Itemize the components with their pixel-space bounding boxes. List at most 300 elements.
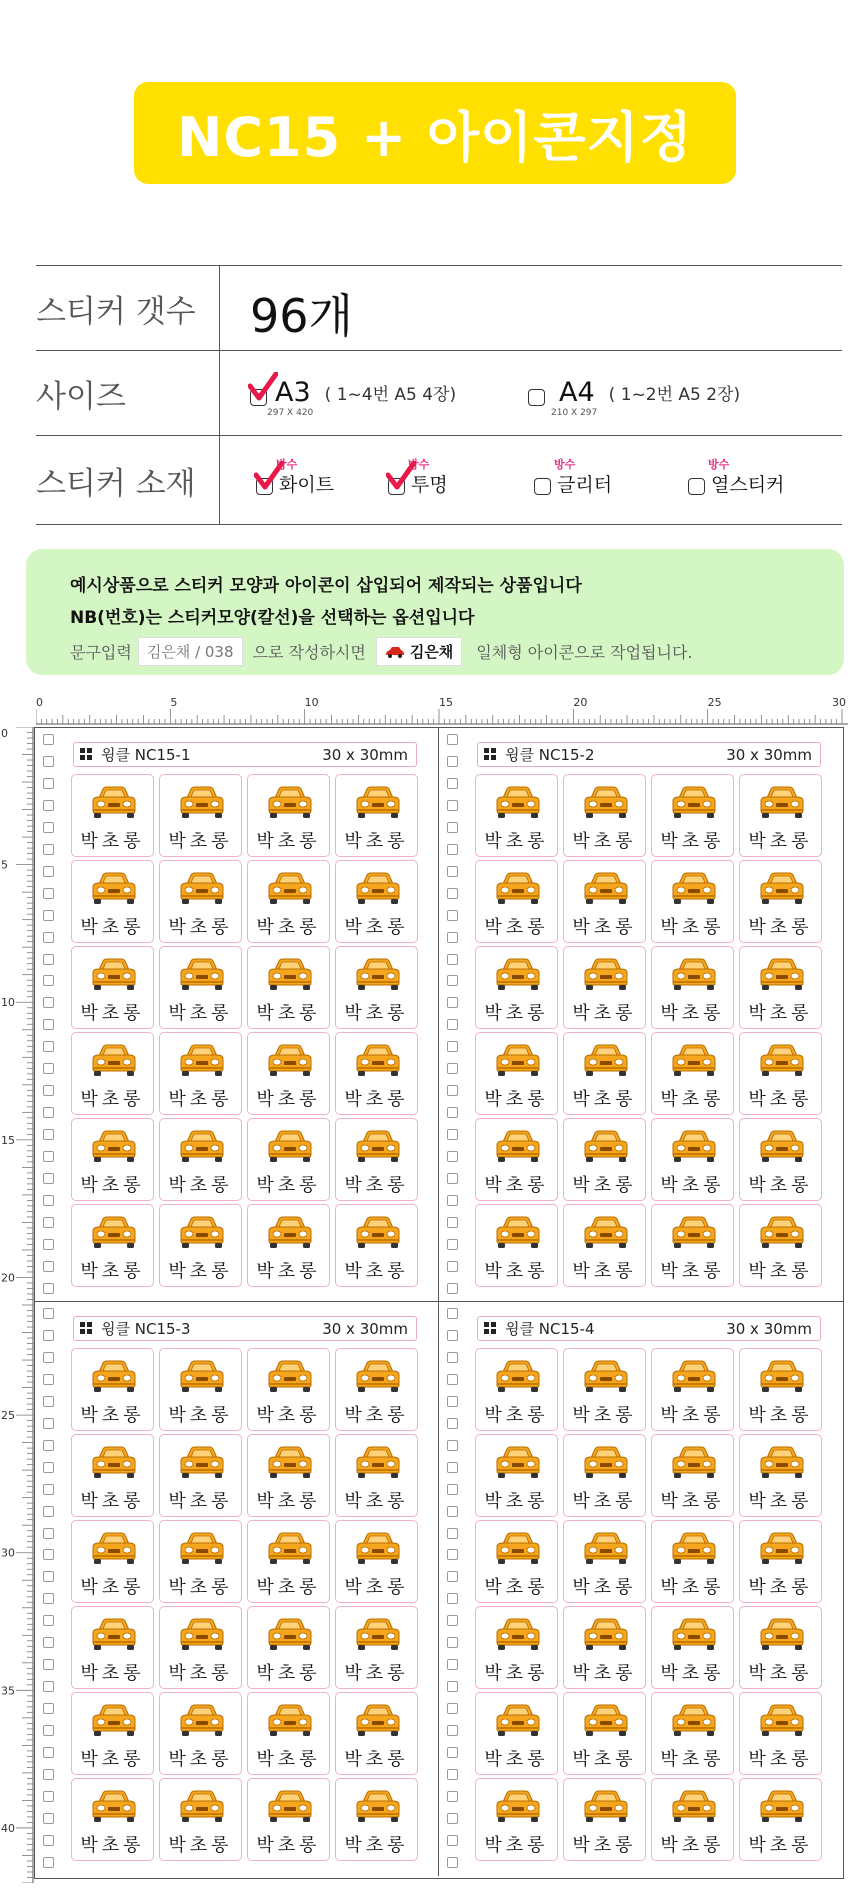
sticker-item bbox=[247, 946, 330, 1029]
yellow-car-icon bbox=[670, 1531, 718, 1565]
side-checkbox[interactable] bbox=[43, 1217, 54, 1228]
side-checkbox[interactable] bbox=[447, 1703, 458, 1714]
side-checkbox[interactable] bbox=[43, 1085, 54, 1096]
sticker-name: 박초롱 bbox=[344, 917, 409, 938]
side-checkbox[interactable] bbox=[43, 778, 54, 789]
sheet-section-3 bbox=[35, 1302, 439, 1876]
yellow-car-icon bbox=[494, 1617, 542, 1651]
side-checkbox[interactable] bbox=[43, 1637, 54, 1648]
side-checkbox[interactable] bbox=[43, 734, 54, 745]
side-checkbox[interactable] bbox=[43, 1659, 54, 1670]
side-checkbox[interactable] bbox=[447, 1283, 458, 1294]
sticker-item bbox=[475, 1434, 558, 1517]
sticker-name: 박초롱 bbox=[484, 1261, 549, 1282]
material-heat-checkbox[interactable] bbox=[688, 478, 705, 495]
sticker-item bbox=[247, 1434, 330, 1517]
yellow-car-icon bbox=[178, 1129, 226, 1163]
sticker-name: 박초롱 bbox=[80, 1405, 145, 1426]
side-checkbox[interactable] bbox=[43, 1747, 54, 1758]
sticker-name: 박초롱 bbox=[484, 1663, 549, 1684]
side-checkbox[interactable] bbox=[43, 932, 54, 943]
sticker-sheet bbox=[34, 727, 844, 1879]
side-checkbox[interactable] bbox=[43, 888, 54, 899]
section-name: 윙클 NC15-3 bbox=[101, 1320, 191, 1338]
side-checkbox[interactable] bbox=[43, 1418, 54, 1429]
yellow-car-icon bbox=[670, 1043, 718, 1077]
sticker-item bbox=[651, 1032, 734, 1115]
side-checkbox[interactable] bbox=[447, 1352, 458, 1363]
sticker-name: 박초롱 bbox=[80, 1577, 145, 1598]
section-header bbox=[477, 742, 821, 767]
side-checkbox[interactable] bbox=[43, 1239, 54, 1250]
material-glitter-checkbox[interactable] bbox=[534, 478, 551, 495]
page-title: NC15 + 아이콘지정 bbox=[134, 82, 736, 184]
sticker-item bbox=[335, 1692, 418, 1775]
sticker-item bbox=[475, 774, 558, 857]
side-checkbox[interactable] bbox=[43, 822, 54, 833]
ruler-top bbox=[36, 695, 848, 725]
side-checkbox[interactable] bbox=[447, 1217, 458, 1228]
side-checkbox[interactable] bbox=[447, 1528, 458, 1539]
side-checkbox[interactable] bbox=[447, 778, 458, 789]
yellow-car-icon bbox=[90, 1617, 138, 1651]
yellow-car-icon bbox=[582, 957, 630, 991]
section-size: 30 x 30mm bbox=[322, 1319, 408, 1338]
ruler-left-label: 20 bbox=[1, 1271, 15, 1285]
sticker-name: 박초롱 bbox=[572, 1835, 637, 1856]
sticker-name: 박초롱 bbox=[660, 1003, 725, 1024]
yellow-car-icon bbox=[582, 1445, 630, 1479]
sticker-item bbox=[247, 1204, 330, 1287]
side-checkbox[interactable] bbox=[43, 800, 54, 811]
sticker-name: 박초롱 bbox=[572, 1749, 637, 1770]
sticker-name: 박초롱 bbox=[484, 1835, 549, 1856]
sticker-item bbox=[651, 774, 734, 857]
side-checkbox[interactable] bbox=[447, 734, 458, 745]
sticker-name: 박초롱 bbox=[572, 1405, 637, 1426]
side-checkbox[interactable] bbox=[447, 1769, 458, 1780]
sticker-item bbox=[563, 1778, 646, 1861]
sticker-name: 박초롱 bbox=[572, 1663, 637, 1684]
side-checkbox[interactable] bbox=[43, 844, 54, 855]
sticker-name: 박초롱 bbox=[256, 1003, 321, 1024]
ruler-left-label: 40 bbox=[1, 1821, 15, 1835]
yellow-car-icon bbox=[582, 1043, 630, 1077]
sticker-item bbox=[335, 946, 418, 1029]
spec-label-size: 사이즈 bbox=[36, 351, 220, 435]
material-heat-label: 열스티커 bbox=[711, 474, 785, 496]
sticker-item bbox=[739, 1434, 822, 1517]
side-checkbox[interactable] bbox=[447, 1173, 458, 1184]
side-checkbox[interactable] bbox=[447, 1462, 458, 1473]
yellow-car-icon bbox=[354, 1445, 402, 1479]
side-checkbox[interactable] bbox=[447, 1129, 458, 1140]
size-a4-checkbox[interactable] bbox=[528, 389, 545, 406]
side-checkbox[interactable] bbox=[447, 1085, 458, 1096]
side-checkbox[interactable] bbox=[447, 1151, 458, 1162]
sticker-name: 박초롱 bbox=[748, 917, 813, 938]
side-checkbox[interactable] bbox=[447, 1308, 458, 1319]
side-checkbox[interactable] bbox=[43, 1041, 54, 1052]
info-box bbox=[26, 549, 844, 675]
size-a4-dim: 210 X 297 bbox=[551, 408, 598, 418]
sticker-item bbox=[651, 1606, 734, 1689]
side-checkbox[interactable] bbox=[43, 1549, 54, 1560]
sticker-name: 박초롱 bbox=[484, 1491, 549, 1512]
side-checkbox[interactable] bbox=[447, 1484, 458, 1495]
side-checkbox[interactable] bbox=[447, 1418, 458, 1429]
sticker-name: 박초롱 bbox=[168, 1261, 233, 1282]
sticker-item bbox=[247, 1692, 330, 1775]
sticker-item bbox=[335, 1778, 418, 1861]
side-checkbox[interactable] bbox=[447, 1615, 458, 1626]
side-checkbox[interactable] bbox=[447, 1506, 458, 1517]
sticker-item bbox=[739, 1118, 822, 1201]
sticker-item bbox=[475, 1606, 558, 1689]
sticker-name: 박초롱 bbox=[256, 1261, 321, 1282]
side-checkbox[interactable] bbox=[43, 1681, 54, 1692]
sticker-name: 박초롱 bbox=[748, 1491, 813, 1512]
waterproof-badge: 방수 bbox=[708, 458, 730, 471]
material-white-label: 화이트 bbox=[279, 474, 335, 496]
side-checkbox[interactable] bbox=[43, 1308, 54, 1319]
sticker-item bbox=[247, 1520, 330, 1603]
sticker-name: 박초롱 bbox=[344, 1261, 409, 1282]
sticker-name: 박초롱 bbox=[748, 1663, 813, 1684]
side-checkbox[interactable] bbox=[43, 975, 54, 986]
spec-row-material bbox=[36, 435, 842, 525]
side-checkbox[interactable] bbox=[43, 1813, 54, 1824]
sticker-name: 박초롱 bbox=[344, 1405, 409, 1426]
side-checkbox[interactable] bbox=[447, 1549, 458, 1560]
side-checkbox[interactable] bbox=[43, 1703, 54, 1714]
side-checkbox[interactable] bbox=[43, 1283, 54, 1294]
sticker-name: 박초롱 bbox=[660, 1663, 725, 1684]
yellow-car-icon bbox=[90, 1703, 138, 1737]
check-mark-icon bbox=[386, 461, 416, 493]
sticker-name: 박초롱 bbox=[256, 1491, 321, 1512]
size-a3-note: ( 1~4번 A5 4장) bbox=[324, 385, 457, 405]
material-glitter-label: 글리터 bbox=[557, 474, 613, 496]
side-checkbox[interactable] bbox=[447, 1041, 458, 1052]
sample-result bbox=[376, 637, 462, 666]
waterproof-badge: 방수 bbox=[408, 458, 430, 471]
side-checkbox[interactable] bbox=[447, 1637, 458, 1648]
yellow-car-icon bbox=[266, 1703, 314, 1737]
side-checkbox[interactable] bbox=[43, 1593, 54, 1604]
logo-icon bbox=[484, 1322, 497, 1335]
sticker-name: 박초롱 bbox=[256, 1749, 321, 1770]
side-checkbox[interactable] bbox=[447, 756, 458, 767]
sticker-item bbox=[651, 860, 734, 943]
sticker-item bbox=[651, 1118, 734, 1201]
sticker-grid bbox=[71, 1348, 421, 1861]
side-checkbox[interactable] bbox=[447, 1857, 458, 1868]
sticker-item bbox=[563, 1032, 646, 1115]
yellow-car-icon bbox=[90, 1215, 138, 1249]
side-checkbox[interactable] bbox=[43, 1769, 54, 1780]
ruler-top-label: 10 bbox=[304, 696, 319, 709]
sticker-item bbox=[247, 1032, 330, 1115]
sticker-name: 박초롱 bbox=[748, 1175, 813, 1196]
sticker-name: 박초롱 bbox=[80, 1491, 145, 1512]
material-clear-checkbox[interactable] bbox=[388, 478, 405, 495]
side-checkbox[interactable] bbox=[43, 1352, 54, 1363]
sticker-item bbox=[247, 774, 330, 857]
sticker-name: 박초롱 bbox=[484, 1577, 549, 1598]
yellow-car-icon bbox=[354, 1531, 402, 1565]
sticker-name: 박초롱 bbox=[168, 1089, 233, 1110]
yellow-car-icon bbox=[494, 785, 542, 819]
info-prefix: 문구입력 bbox=[70, 643, 132, 662]
size-option-a4[interactable] bbox=[528, 377, 741, 418]
side-checkbox[interactable] bbox=[447, 1813, 458, 1824]
size-a3-checkbox[interactable] bbox=[250, 389, 267, 406]
yellow-car-icon bbox=[670, 871, 718, 905]
check-mark-icon bbox=[248, 372, 278, 404]
side-checkbox[interactable] bbox=[447, 1571, 458, 1582]
sticker-item bbox=[247, 1606, 330, 1689]
side-checkbox[interactable] bbox=[447, 1835, 458, 1846]
sticker-name: 박초롱 bbox=[256, 1089, 321, 1110]
side-checkbox[interactable] bbox=[447, 888, 458, 899]
sticker-name: 박초롱 bbox=[748, 1577, 813, 1598]
yellow-car-icon bbox=[494, 1531, 542, 1565]
sticker-item bbox=[563, 1204, 646, 1287]
yellow-car-icon bbox=[670, 957, 718, 991]
side-checkbox[interactable] bbox=[447, 932, 458, 943]
sticker-name: 박초롱 bbox=[344, 1577, 409, 1598]
side-checkbox[interactable] bbox=[447, 954, 458, 965]
sticker-item bbox=[563, 1692, 646, 1775]
side-checkbox[interactable] bbox=[447, 1593, 458, 1604]
section-name: 윙클 NC15-4 bbox=[505, 1320, 595, 1338]
section-name: 윙클 NC15-2 bbox=[505, 746, 595, 764]
sticker-name: 박초롱 bbox=[80, 1089, 145, 1110]
sticker-name: 박초롱 bbox=[660, 1405, 725, 1426]
sticker-item bbox=[651, 1348, 734, 1431]
yellow-car-icon bbox=[494, 1789, 542, 1823]
ruler-left-label: 35 bbox=[1, 1684, 15, 1698]
side-checkbox[interactable] bbox=[447, 844, 458, 855]
side-checkbox[interactable] bbox=[43, 1107, 54, 1118]
sticker-item bbox=[475, 1204, 558, 1287]
side-checkbox[interactable] bbox=[447, 822, 458, 833]
side-checkbox[interactable] bbox=[43, 1063, 54, 1074]
sticker-name: 박초롱 bbox=[660, 1175, 725, 1196]
side-checkbox[interactable] bbox=[43, 1173, 54, 1184]
side-checkbox[interactable] bbox=[447, 1330, 458, 1341]
side-checkbox[interactable] bbox=[447, 800, 458, 811]
side-checkbox[interactable] bbox=[447, 1261, 458, 1272]
sticker-item bbox=[475, 1692, 558, 1775]
side-checkbox[interactable] bbox=[447, 1107, 458, 1118]
size-a3-label: A3 bbox=[275, 377, 311, 408]
sticker-item bbox=[71, 1692, 154, 1775]
yellow-car-icon bbox=[758, 1617, 806, 1651]
yellow-car-icon bbox=[178, 871, 226, 905]
sticker-item bbox=[71, 1434, 154, 1517]
side-checkbox[interactable] bbox=[447, 1791, 458, 1802]
sticker-item bbox=[335, 1520, 418, 1603]
side-checkbox[interactable] bbox=[447, 1396, 458, 1407]
check-mark-icon bbox=[254, 461, 284, 493]
yellow-car-icon bbox=[266, 1789, 314, 1823]
sticker-name: 박초롱 bbox=[748, 831, 813, 852]
sticker-name: 박초롱 bbox=[168, 917, 233, 938]
side-checkbox[interactable] bbox=[43, 997, 54, 1008]
material-option-clear[interactable] bbox=[388, 458, 448, 496]
side-checkbox[interactable] bbox=[43, 1791, 54, 1802]
logo-icon bbox=[80, 748, 93, 761]
sticker-item bbox=[159, 1348, 242, 1431]
yellow-car-icon bbox=[582, 1617, 630, 1651]
sticker-name: 박초롱 bbox=[256, 1577, 321, 1598]
sticker-name: 박초롱 bbox=[660, 1835, 725, 1856]
side-checkbox[interactable] bbox=[43, 1835, 54, 1846]
yellow-car-icon bbox=[354, 957, 402, 991]
side-checkbox[interactable] bbox=[43, 1019, 54, 1030]
sticker-name: 박초롱 bbox=[572, 831, 637, 852]
sample-input: 김은채 / 038 bbox=[138, 637, 243, 666]
size-option-a3[interactable] bbox=[250, 377, 457, 418]
side-checkbox[interactable] bbox=[43, 1440, 54, 1451]
side-checkbox[interactable] bbox=[43, 1396, 54, 1407]
sticker-name: 박초롱 bbox=[344, 1835, 409, 1856]
sticker-item bbox=[651, 1692, 734, 1775]
side-checkbox[interactable] bbox=[447, 1195, 458, 1206]
sticker-name: 박초롱 bbox=[484, 917, 549, 938]
yellow-car-icon bbox=[178, 1043, 226, 1077]
sticker-item bbox=[159, 1778, 242, 1861]
sticker-item bbox=[739, 1204, 822, 1287]
sticker-item bbox=[651, 1204, 734, 1287]
material-option-glitter[interactable] bbox=[534, 458, 613, 496]
yellow-car-icon bbox=[758, 1531, 806, 1565]
side-checkbox[interactable] bbox=[447, 910, 458, 921]
sticker-item bbox=[475, 1118, 558, 1201]
sticker-name: 박초롱 bbox=[748, 1261, 813, 1282]
red-car-icon bbox=[385, 646, 405, 658]
section-header bbox=[477, 1316, 821, 1341]
side-checkbox[interactable] bbox=[447, 866, 458, 877]
side-checkbox[interactable] bbox=[43, 1725, 54, 1736]
sticker-name: 박초롱 bbox=[748, 1749, 813, 1770]
side-checkbox[interactable] bbox=[43, 1151, 54, 1162]
material-clear-label: 투명 bbox=[411, 474, 448, 496]
material-option-heat[interactable] bbox=[688, 458, 785, 496]
sticker-item bbox=[335, 774, 418, 857]
sticker-name: 박초롱 bbox=[748, 1089, 813, 1110]
yellow-car-icon bbox=[178, 1703, 226, 1737]
side-checkbox[interactable] bbox=[447, 1063, 458, 1074]
side-checkbox[interactable] bbox=[43, 1195, 54, 1206]
sticker-item bbox=[159, 774, 242, 857]
side-checkbox[interactable] bbox=[43, 1506, 54, 1517]
sticker-item bbox=[739, 1520, 822, 1603]
sticker-item bbox=[71, 1204, 154, 1287]
sticker-item bbox=[563, 1434, 646, 1517]
yellow-car-icon bbox=[178, 1215, 226, 1249]
sticker-name: 박초롱 bbox=[484, 831, 549, 852]
ruler-left-label: 30 bbox=[1, 1546, 15, 1560]
sticker-item bbox=[651, 1520, 734, 1603]
side-checkbox[interactable] bbox=[43, 1615, 54, 1626]
side-checkbox-column bbox=[447, 734, 459, 1294]
material-option-white[interactable] bbox=[256, 458, 335, 496]
side-checkbox[interactable] bbox=[43, 1571, 54, 1582]
sticker-name: 박초롱 bbox=[168, 831, 233, 852]
spec-row-count bbox=[36, 265, 842, 350]
side-checkbox[interactable] bbox=[447, 1747, 458, 1758]
sticker-name: 박초롱 bbox=[256, 831, 321, 852]
yellow-car-icon bbox=[354, 1617, 402, 1651]
sticker-item bbox=[739, 946, 822, 1029]
yellow-car-icon bbox=[758, 1043, 806, 1077]
yellow-car-icon bbox=[494, 1129, 542, 1163]
side-checkbox[interactable] bbox=[447, 997, 458, 1008]
sticker-item bbox=[71, 1606, 154, 1689]
side-checkbox[interactable] bbox=[447, 1019, 458, 1030]
sticker-item bbox=[651, 1778, 734, 1861]
yellow-car-icon bbox=[494, 1359, 542, 1393]
side-checkbox[interactable] bbox=[43, 954, 54, 965]
spec-label-count: 스티커 갯수 bbox=[36, 266, 220, 350]
sticker-item bbox=[71, 1118, 154, 1201]
sticker-name: 박초롱 bbox=[748, 1835, 813, 1856]
yellow-car-icon bbox=[178, 1617, 226, 1651]
side-checkbox[interactable] bbox=[43, 1129, 54, 1140]
sticker-name: 박초롱 bbox=[344, 1089, 409, 1110]
ruler-top-label: 30 bbox=[832, 696, 846, 709]
side-checkbox[interactable] bbox=[43, 1261, 54, 1272]
sticker-name: 박초롱 bbox=[660, 1749, 725, 1770]
side-checkbox[interactable] bbox=[43, 866, 54, 877]
waterproof-badge: 방수 bbox=[276, 458, 298, 471]
side-checkbox[interactable] bbox=[43, 1857, 54, 1868]
side-checkbox[interactable] bbox=[447, 1681, 458, 1692]
yellow-car-icon bbox=[266, 1445, 314, 1479]
sticker-item bbox=[335, 860, 418, 943]
side-checkbox[interactable] bbox=[43, 756, 54, 767]
yellow-car-icon bbox=[758, 957, 806, 991]
side-checkbox[interactable] bbox=[43, 1528, 54, 1539]
side-checkbox[interactable] bbox=[447, 1725, 458, 1736]
side-checkbox-column bbox=[447, 1308, 459, 1868]
side-checkbox[interactable] bbox=[447, 1659, 458, 1670]
side-checkbox[interactable] bbox=[43, 910, 54, 921]
side-checkbox[interactable] bbox=[43, 1330, 54, 1341]
side-checkbox[interactable] bbox=[447, 1374, 458, 1385]
side-checkbox[interactable] bbox=[447, 1239, 458, 1250]
sticker-name: 박초롱 bbox=[572, 1089, 637, 1110]
material-white-checkbox[interactable] bbox=[256, 478, 273, 495]
side-checkbox[interactable] bbox=[43, 1462, 54, 1473]
yellow-car-icon bbox=[758, 785, 806, 819]
section-name: 윙클 NC15-1 bbox=[101, 746, 191, 764]
side-checkbox[interactable] bbox=[447, 1440, 458, 1451]
sticker-item bbox=[159, 1204, 242, 1287]
side-checkbox[interactable] bbox=[447, 975, 458, 986]
side-checkbox[interactable] bbox=[43, 1484, 54, 1495]
yellow-car-icon bbox=[266, 1617, 314, 1651]
sticker-item bbox=[563, 860, 646, 943]
sticker-grid bbox=[475, 774, 825, 1287]
yellow-car-icon bbox=[494, 1215, 542, 1249]
side-checkbox[interactable] bbox=[43, 1374, 54, 1385]
ruler-top-label: 25 bbox=[707, 696, 722, 709]
sticker-item bbox=[247, 860, 330, 943]
